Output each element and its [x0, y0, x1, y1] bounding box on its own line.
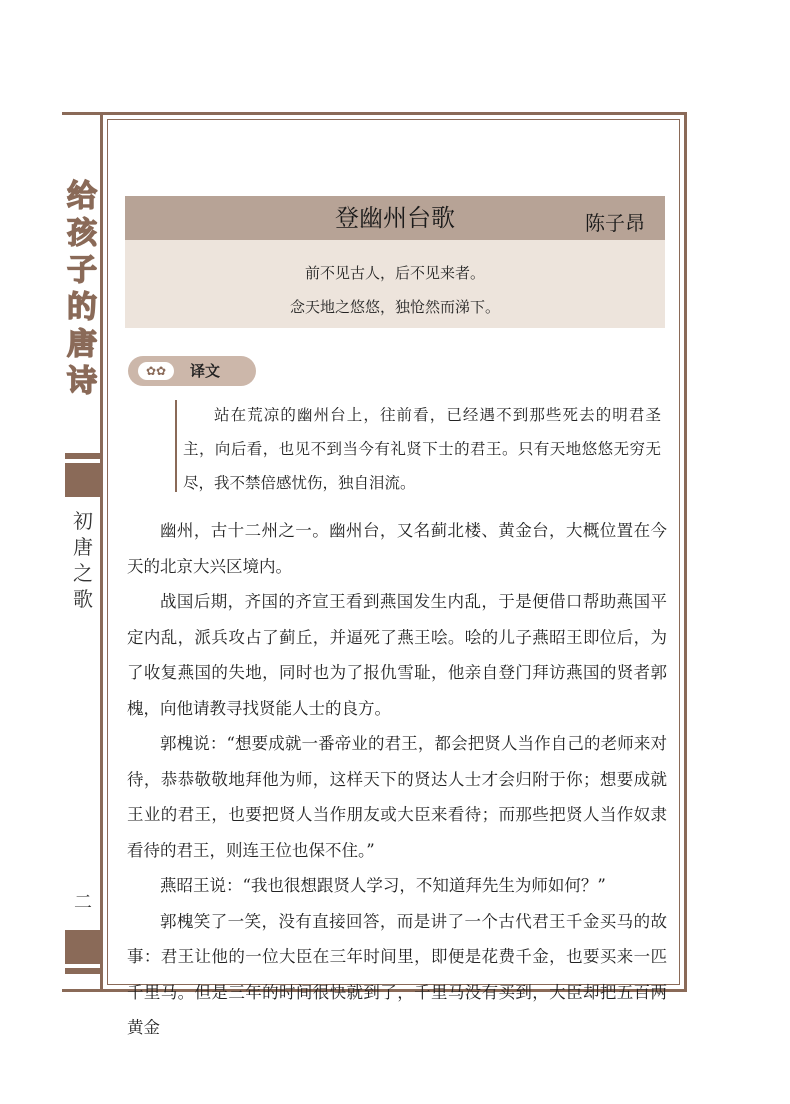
poem-line: 念天地之悠悠，独怆然而涕下。	[289, 298, 500, 316]
chapter-band-thin-bottom	[65, 968, 103, 974]
paragraph: 郭槐笑了一笑，没有直接回答，而是讲了一个古代君王千金买马的故事：君王让他的一位大臣在三年时间里，即便是花费千金，也要买来一匹千里马。但是三年的时间很快就到了，千里马没有买到，大臣却把五百两黄金	[127, 911, 667, 1037]
paragraph: 幽州，古十二州之一。幽州台，又名蓟北楼、黄金台，大概位置在今天的北京大兴区境内。	[127, 521, 667, 576]
chapter-title: 初唐之歌	[73, 509, 93, 611]
chapter-band-top	[65, 463, 103, 497]
chapter-band-bottom	[65, 930, 103, 964]
book-title: 给孩子的唐诗	[67, 179, 97, 399]
poem-line: 前不见古人，后不见来者。	[304, 264, 485, 282]
poem-box	[125, 196, 665, 328]
translation-label-text: 译文	[190, 362, 221, 380]
spine-rule-top	[62, 112, 103, 115]
page-number: 二	[74, 892, 92, 913]
translation-rule	[175, 400, 177, 492]
spine-rule-bottom	[62, 989, 103, 992]
paragraph: 战国后期，齐国的齐宣王看到燕国发生内乱，于是便借口帮助燕国平定内乱，派兵攻占了蓟丘，并逼死了燕王哙。哙的儿子燕昭王即位后，为了收复燕国的失地，同时也为了报仇雪耻，他亲自登门拜访燕国的贤者郭槐，向他请教寻找贤能人士的良方。	[127, 592, 667, 718]
poem-title: 登幽州台歌	[335, 204, 455, 232]
poem-author: 陈子昂	[585, 211, 645, 235]
body-text	[127, 513, 667, 1046]
paragraph: 燕昭王说：“我也很想跟贤人学习，不知道拜先生为师如何？”	[160, 876, 606, 895]
flower-ornament-icon: ✿✿	[138, 362, 174, 380]
translation-text: 站在荒凉的幽州台上，往前看，已经遇不到那些死去的明君圣主，向后看，也见不到当今有礼贤下士的君王。只有天地悠悠无穷无尽，我不禁倍感忧伤，独自泪流。	[183, 406, 661, 492]
chapter-band-thin-top	[65, 453, 103, 459]
paragraph: 郭槐说：“想要成就一番帝业的君王，都会把贤人当作自己的老师来对待，恭恭敬敬地拜他为师，这样天下的贤达人士才会归附于你；想要成就王业的君王，也要把贤人当作朋友或大臣来看待；而那些把贤人当作奴隶看待的君王，则连王位也保不住。”	[127, 734, 667, 860]
poem-header	[125, 196, 665, 240]
translation-label	[128, 356, 256, 386]
